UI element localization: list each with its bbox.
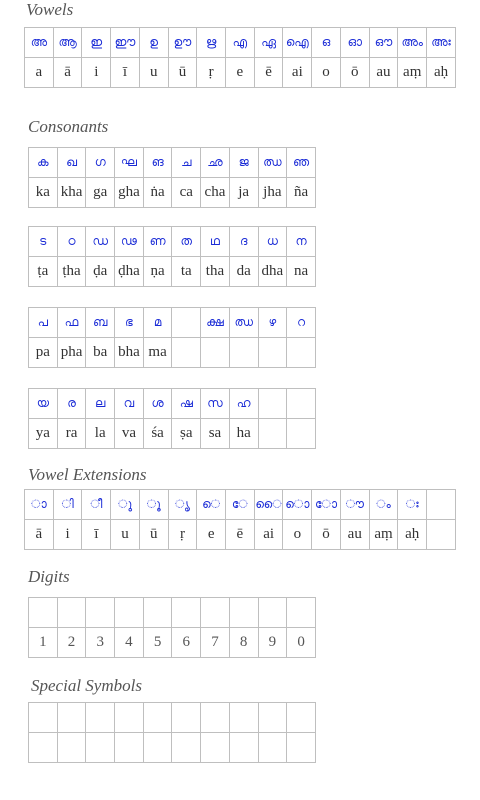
consonant-roman-cell — [229, 338, 258, 368]
consonant-roman-cell — [258, 419, 287, 449]
consonant-script-cell: ഹ — [229, 389, 258, 419]
consonant-roman-cell: ṭha — [57, 257, 86, 287]
consonant-roman-cell — [258, 338, 287, 368]
consonant-roman-cell: cha — [201, 178, 230, 208]
consonant-script-cell: സ — [201, 389, 230, 419]
consonant-roman-cell — [287, 419, 316, 449]
symbol-roman-cell — [57, 733, 86, 763]
symbol-roman-cell — [29, 733, 58, 763]
vowel-sign-roman-cell: ō — [312, 520, 341, 550]
consonant-roman-cell: ḍa — [86, 257, 115, 287]
consonant-script-cell: ന — [287, 227, 316, 257]
consonant-roman-cell: kha — [57, 178, 86, 208]
consonants-roman-row — [29, 257, 316, 287]
consonant-roman-cell: gha — [115, 178, 144, 208]
consonant-roman-cell: bha — [115, 338, 144, 368]
consonant-script-cell — [172, 308, 201, 338]
special-symbols-table — [28, 702, 316, 763]
vowel-sign-roman-cell: e — [197, 520, 226, 550]
consonant-roman-cell: ka — [29, 178, 58, 208]
consonant-script-cell: വ — [115, 389, 144, 419]
consonant-roman-cell: ma — [143, 338, 172, 368]
vowel-sign-cell: ൈ — [254, 490, 283, 520]
vowel-script-cell: അഃ — [427, 28, 456, 58]
symbol-roman-cell — [287, 733, 316, 763]
consonant-roman-cell: ṅa — [143, 178, 172, 208]
consonant-script-cell: ഷ — [172, 389, 201, 419]
vowel-sign-cell — [427, 490, 456, 520]
vowel-script-cell: ഇ — [82, 28, 111, 58]
consonant-script-cell: ത — [172, 227, 201, 257]
vowel-sign-cell: ൊ — [283, 490, 312, 520]
vowel-roman-cell: i — [82, 58, 111, 88]
vowel-roman-cell: e — [226, 58, 255, 88]
consonants-table-4 — [28, 388, 316, 449]
consonant-roman-cell: ña — [287, 178, 316, 208]
vowel-sign-cell: ു — [111, 490, 140, 520]
consonant-roman-cell: va — [115, 419, 144, 449]
vowel-sign-cell: ൂ — [139, 490, 168, 520]
consonant-roman-cell: ḍha — [115, 257, 144, 287]
consonant-script-cell: ഭ — [115, 308, 144, 338]
vowels-table — [24, 27, 456, 88]
symbol-script-cell — [143, 703, 172, 733]
consonants-table-2 — [28, 226, 316, 287]
vowel-roman-cell: aṃ — [398, 58, 427, 88]
vowel-script-cell: ഓ — [340, 28, 369, 58]
symbol-script-cell — [229, 703, 258, 733]
consonant-roman-cell: pha — [57, 338, 86, 368]
vowel-roman-cell: a — [25, 58, 54, 88]
consonant-roman-cell: sa — [201, 419, 230, 449]
consonant-script-cell — [287, 389, 316, 419]
vowel-script-cell: എ — [226, 28, 255, 58]
symbol-roman-cell — [86, 733, 115, 763]
vowel-sign-roman-cell: aṃ — [369, 520, 398, 550]
consonant-roman-cell: da — [229, 257, 258, 287]
consonant-script-cell: ഴ — [258, 308, 287, 338]
symbol-script-cell — [287, 703, 316, 733]
consonant-roman-cell: dha — [258, 257, 287, 287]
vowel-script-cell: ഊ — [168, 28, 197, 58]
consonant-roman-cell: pa — [29, 338, 58, 368]
vowel-roman-cell: ṛ — [197, 58, 226, 88]
vowel-roman-cell: ē — [254, 58, 283, 88]
consonants-roman-row — [29, 419, 316, 449]
symbol-roman-cell — [143, 733, 172, 763]
vowel-roman-cell: ā — [53, 58, 82, 88]
symbol-script-cell — [201, 703, 230, 733]
digit-roman-cell: 2 — [57, 628, 86, 658]
vowel-roman-cell: aḥ — [427, 58, 456, 88]
vowel-script-cell: ഔ — [369, 28, 398, 58]
symbol-roman-cell — [115, 733, 144, 763]
consonant-roman-cell: la — [86, 419, 115, 449]
vowel-script-cell: ഋ — [197, 28, 226, 58]
consonant-script-cell: ണ — [143, 227, 172, 257]
consonant-roman-cell: ca — [172, 178, 201, 208]
vowels-script-row — [25, 28, 456, 58]
consonant-script-cell: ഥ — [201, 227, 230, 257]
consonant-script-cell: ഢ — [115, 227, 144, 257]
digit-script-cell — [201, 598, 230, 628]
vowel-script-cell: ഏ — [254, 28, 283, 58]
symbol-script-cell — [57, 703, 86, 733]
digit-roman-cell: 3 — [86, 628, 115, 658]
vowel-sign-roman-cell: i — [53, 520, 82, 550]
vowel-roman-cell: au — [369, 58, 398, 88]
consonant-roman-cell: ṇa — [143, 257, 172, 287]
consonant-script-cell: ര — [57, 389, 86, 419]
digits-heading: Digits — [28, 567, 70, 586]
consonant-script-cell: ഞ — [287, 148, 316, 178]
symbol-roman-cell — [258, 733, 287, 763]
digits-roman-row — [29, 628, 316, 658]
consonant-script-cell: ഫ — [57, 308, 86, 338]
consonant-script-cell: ബ — [86, 308, 115, 338]
vowel-script-cell: ഒ — [312, 28, 341, 58]
consonant-roman-cell: ṣa — [172, 419, 201, 449]
consonant-script-cell — [258, 389, 287, 419]
consonants-script-row — [29, 389, 316, 419]
vowel-sign-cell: ോ — [312, 490, 341, 520]
vowel-roman-cell: ī — [111, 58, 140, 88]
vowel-sign-roman-cell: ai — [254, 520, 283, 550]
consonant-script-cell: ഗ — [86, 148, 115, 178]
consonant-script-cell: ഝ — [258, 148, 287, 178]
vowel-sign-cell: ാ — [25, 490, 54, 520]
vowel-roman-cell: ai — [283, 58, 312, 88]
consonants-script-row — [29, 308, 316, 338]
vowel-script-cell: അം — [398, 28, 427, 58]
consonant-script-cell: റ — [287, 308, 316, 338]
vowels-roman-row — [25, 58, 456, 88]
consonant-script-cell: ഘ — [115, 148, 144, 178]
consonant-script-cell: ഠ — [57, 227, 86, 257]
vowel-sign-cell: ൃ — [168, 490, 197, 520]
consonant-roman-cell: ṭa — [29, 257, 58, 287]
consonant-script-cell: ധ — [258, 227, 287, 257]
vowel-sign-cell: ി — [53, 490, 82, 520]
symbol-script-cell — [29, 703, 58, 733]
consonant-roman-cell: ha — [229, 419, 258, 449]
consonant-script-cell: ഝ — [229, 308, 258, 338]
digit-script-cell — [287, 598, 316, 628]
symbol-script-cell — [172, 703, 201, 733]
symbol-roman-cell — [172, 733, 201, 763]
vowel-sign-cell: േ — [226, 490, 255, 520]
consonants-roman-row — [29, 178, 316, 208]
consonant-roman-cell: śa — [143, 419, 172, 449]
consonant-script-cell: ഛ — [201, 148, 230, 178]
digit-roman-cell: 6 — [172, 628, 201, 658]
digit-script-cell — [143, 598, 172, 628]
vowel-sign-roman-cell — [427, 520, 456, 550]
consonants-script-row — [29, 148, 316, 178]
digit-script-cell — [29, 598, 58, 628]
consonant-roman-cell: na — [287, 257, 316, 287]
vowel-extensions-table — [24, 489, 456, 550]
vowel-sign-cell: െ — [197, 490, 226, 520]
consonant-roman-cell: ya — [29, 419, 58, 449]
consonant-script-cell: ഖ — [57, 148, 86, 178]
symbol-roman-cell — [201, 733, 230, 763]
vowel-sign-roman-cell: o — [283, 520, 312, 550]
vowel-sign-cell: ീ — [82, 490, 111, 520]
digits-script-row — [29, 598, 316, 628]
digit-roman-cell: 7 — [201, 628, 230, 658]
consonant-script-cell: ശ — [143, 389, 172, 419]
consonants-heading: Consonants — [28, 117, 109, 136]
consonant-roman-cell: ja — [229, 178, 258, 208]
vowel-script-cell: ഈ — [111, 28, 140, 58]
symbol-script-cell — [86, 703, 115, 733]
digits-table — [28, 597, 316, 658]
vowels-heading: Vowels — [26, 0, 74, 19]
vowel-extensions-roman-row — [25, 520, 456, 550]
vowel-sign-cell: ൗ — [340, 490, 369, 520]
digit-roman-cell: 0 — [287, 628, 316, 658]
consonant-roman-cell: ra — [57, 419, 86, 449]
consonant-script-cell: ച — [172, 148, 201, 178]
consonant-script-cell: ക — [29, 148, 58, 178]
consonant-script-cell: ട — [29, 227, 58, 257]
vowel-sign-roman-cell: aḥ — [398, 520, 427, 550]
consonant-roman-cell — [287, 338, 316, 368]
consonant-script-cell: യ — [29, 389, 58, 419]
vowel-roman-cell: ū — [168, 58, 197, 88]
consonant-script-cell: മ — [143, 308, 172, 338]
digit-script-cell — [172, 598, 201, 628]
digit-roman-cell: 8 — [229, 628, 258, 658]
consonant-script-cell: ക്ഷ — [201, 308, 230, 338]
special-symbols-script-row — [29, 703, 316, 733]
vowel-sign-roman-cell: ū — [139, 520, 168, 550]
digit-roman-cell: 9 — [258, 628, 287, 658]
consonant-roman-cell — [172, 338, 201, 368]
consonant-roman-cell — [201, 338, 230, 368]
digit-script-cell — [57, 598, 86, 628]
vowel-extensions-heading: Vowel Extensions — [28, 465, 147, 484]
vowel-sign-roman-cell: ī — [82, 520, 111, 550]
vowel-roman-cell: ō — [340, 58, 369, 88]
vowel-sign-roman-cell: u — [111, 520, 140, 550]
special-symbols-heading: Special Symbols — [31, 676, 142, 695]
digit-roman-cell: 5 — [143, 628, 172, 658]
vowel-script-cell: ഐ — [283, 28, 312, 58]
symbol-script-cell — [258, 703, 287, 733]
consonant-script-cell: ല — [86, 389, 115, 419]
vowel-roman-cell: u — [139, 58, 168, 88]
consonant-script-cell: ങ — [143, 148, 172, 178]
vowel-script-cell: ആ — [53, 28, 82, 58]
consonants-table-3 — [28, 307, 316, 368]
consonant-roman-cell: ba — [86, 338, 115, 368]
digit-roman-cell: 1 — [29, 628, 58, 658]
consonant-roman-cell: tha — [201, 257, 230, 287]
consonant-script-cell: പ — [29, 308, 58, 338]
special-symbols-roman-row — [29, 733, 316, 763]
symbol-script-cell — [115, 703, 144, 733]
vowel-sign-cell: ം — [369, 490, 398, 520]
vowel-script-cell: അ — [25, 28, 54, 58]
digit-script-cell — [86, 598, 115, 628]
digit-script-cell — [229, 598, 258, 628]
symbol-roman-cell — [229, 733, 258, 763]
consonant-script-cell: ജ — [229, 148, 258, 178]
vowel-extensions-script-row — [25, 490, 456, 520]
consonants-table-1 — [28, 147, 316, 208]
digit-script-cell — [115, 598, 144, 628]
consonants-roman-row — [29, 338, 316, 368]
vowel-sign-roman-cell: ē — [226, 520, 255, 550]
vowel-roman-cell: o — [312, 58, 341, 88]
vowel-script-cell: ഉ — [139, 28, 168, 58]
consonant-roman-cell: ga — [86, 178, 115, 208]
consonants-script-row — [29, 227, 316, 257]
digit-script-cell — [258, 598, 287, 628]
consonant-script-cell: ദ — [229, 227, 258, 257]
digit-roman-cell: 4 — [115, 628, 144, 658]
vowel-sign-roman-cell: au — [340, 520, 369, 550]
vowel-sign-cell: ഃ — [398, 490, 427, 520]
consonant-script-cell: ഡ — [86, 227, 115, 257]
consonant-roman-cell: jha — [258, 178, 287, 208]
vowel-sign-roman-cell: ṛ — [168, 520, 197, 550]
consonant-roman-cell: ta — [172, 257, 201, 287]
vowel-sign-roman-cell: ā — [25, 520, 54, 550]
